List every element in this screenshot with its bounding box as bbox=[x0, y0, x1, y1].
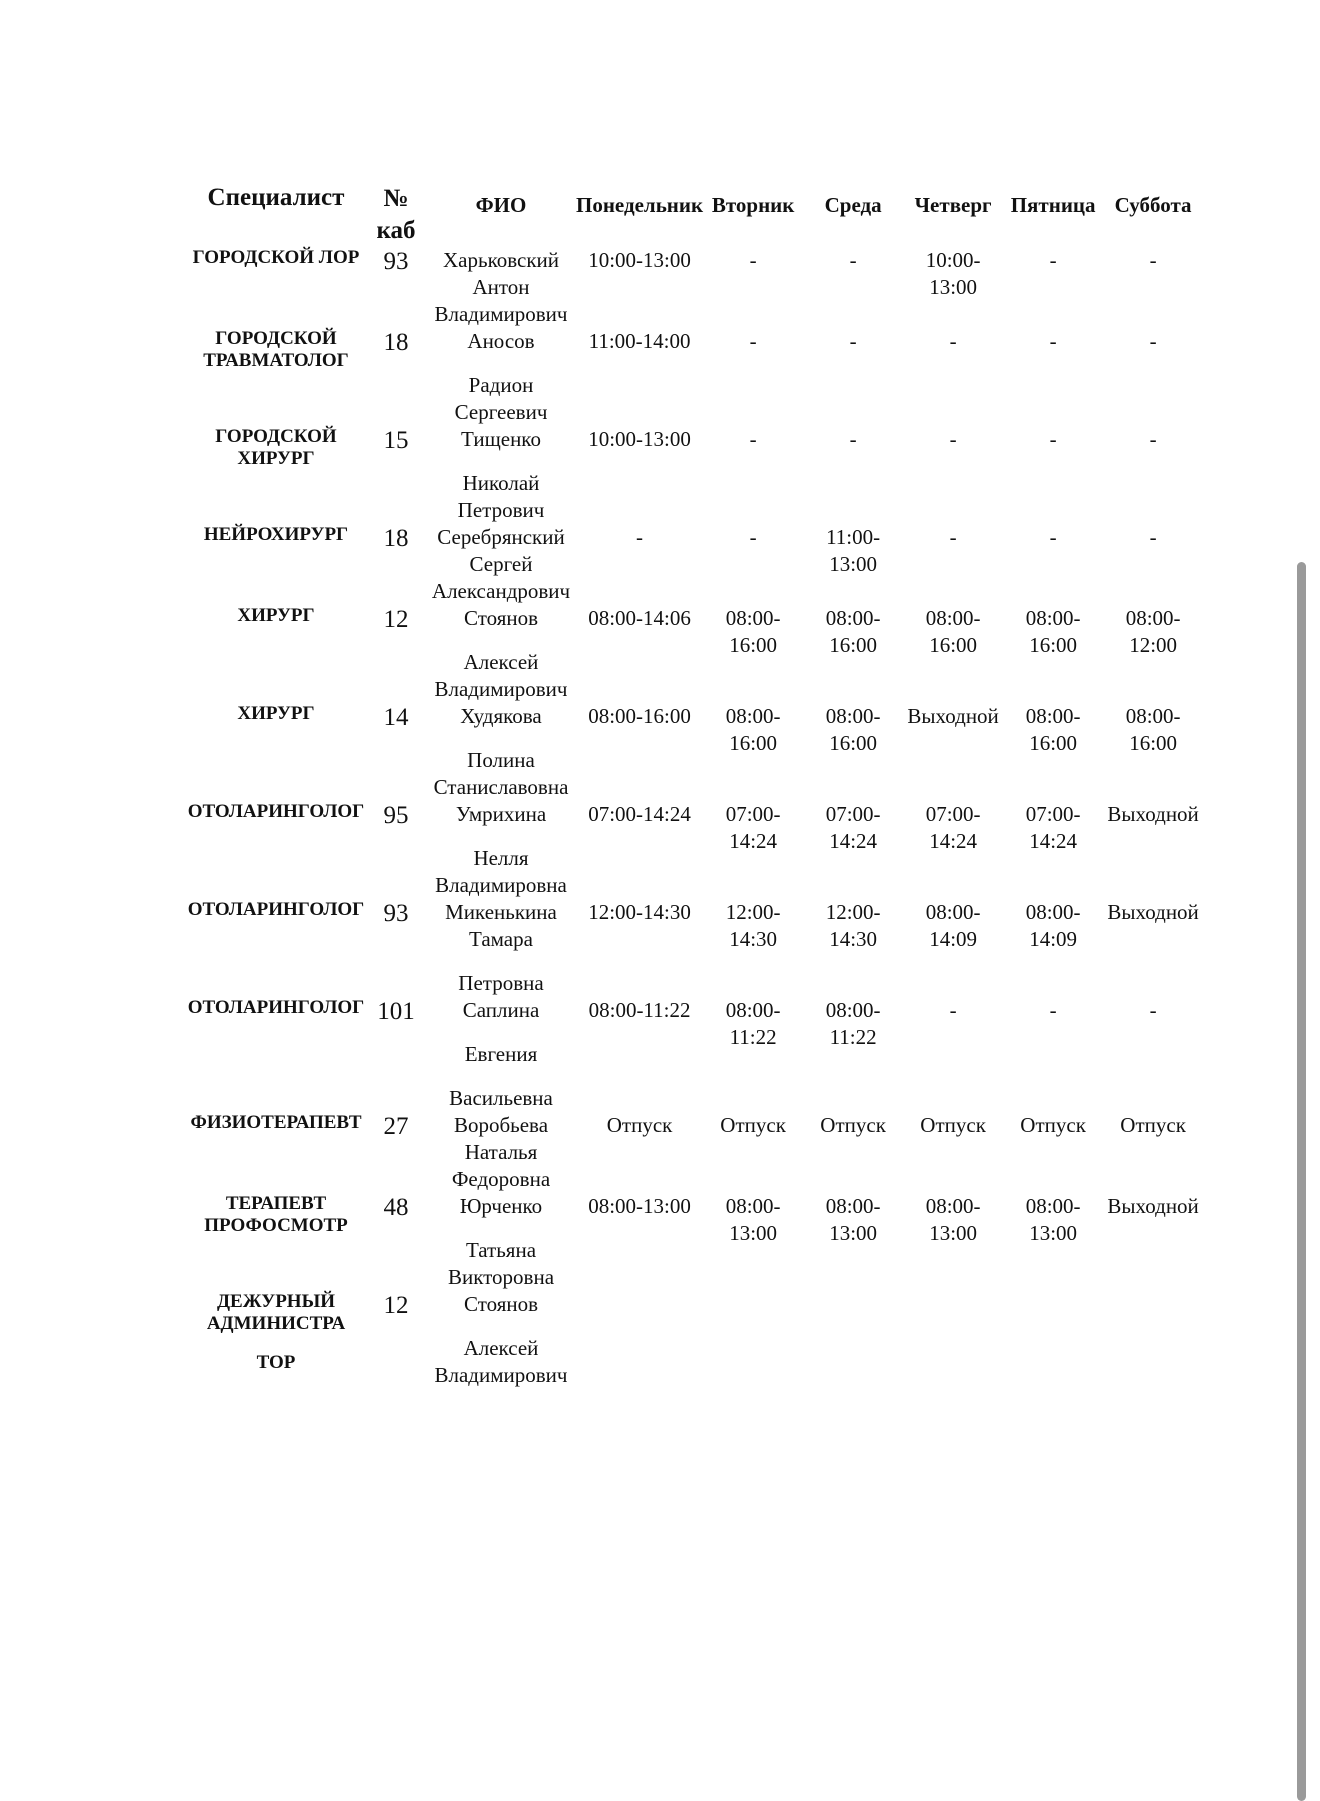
table-row bbox=[186, 328, 1203, 426]
doctor-name-part: Петрович bbox=[457, 498, 545, 522]
hours-friday: 08:00-16:00 bbox=[1025, 704, 1081, 755]
header-saturday: Суббота bbox=[1114, 193, 1192, 217]
header-wednesday: Среда bbox=[824, 193, 882, 217]
table-row bbox=[186, 524, 1203, 605]
specialist-cell bbox=[186, 703, 366, 801]
hours-monday: 08:00-14:06 bbox=[588, 606, 691, 630]
doctor-name bbox=[426, 899, 576, 997]
specialist-cell bbox=[186, 247, 366, 328]
hours-friday: 08:00-16:00 bbox=[1025, 606, 1081, 657]
doctor-name-part: Стоянов bbox=[463, 606, 539, 630]
hours-saturday: - bbox=[1149, 248, 1157, 272]
cabinet-number: 15 bbox=[383, 427, 409, 454]
doctor-name-part: Сергеевич bbox=[454, 400, 548, 424]
doctor-name bbox=[426, 703, 576, 801]
hours-thursday: 08:00-16:00 bbox=[925, 606, 981, 657]
doctor-name-part: Худякова bbox=[460, 704, 542, 728]
table-row bbox=[186, 247, 1203, 328]
specialist-label: ХИРУРГ bbox=[237, 703, 315, 724]
hours-tuesday: 08:00-11:22 bbox=[725, 998, 781, 1049]
doctor-name bbox=[426, 801, 576, 899]
hours-tuesday: 08:00-13:00 bbox=[725, 1194, 781, 1245]
doctor-name-part: Алексей bbox=[463, 1336, 539, 1360]
hours-tuesday: 12:00-14:30 bbox=[725, 900, 781, 951]
scrollbar[interactable] bbox=[1297, 562, 1306, 1801]
specialist-cell bbox=[186, 426, 366, 524]
doctor-name bbox=[426, 605, 576, 703]
cabinet-number: 93 bbox=[383, 248, 409, 275]
doctor-name-part: Сергей bbox=[469, 552, 533, 576]
cabinet-number: 18 bbox=[383, 525, 409, 552]
table-row bbox=[186, 426, 1203, 524]
header-tuesday: Вторник bbox=[711, 193, 795, 217]
doctor-name-part: Микенькина bbox=[445, 900, 557, 924]
hours-monday: 08:00-11:22 bbox=[588, 998, 691, 1022]
doctor-name bbox=[426, 997, 576, 1112]
hours-tuesday: - bbox=[749, 525, 757, 549]
hours-tuesday: 07:00-14:24 bbox=[725, 802, 781, 853]
hours-wednesday: 08:00-11:22 bbox=[825, 998, 881, 1049]
cabinet-number: 12 bbox=[383, 606, 409, 633]
specialist-cell bbox=[186, 524, 366, 605]
hours-thursday: 07:00-14:24 bbox=[925, 802, 981, 853]
hours-saturday: - bbox=[1149, 427, 1157, 451]
hours-tuesday: 08:00-16:00 bbox=[725, 606, 781, 657]
specialist-label: ГОРОДСКОЙ ЛОР bbox=[192, 247, 360, 268]
table-row bbox=[186, 1193, 1203, 1291]
hours-wednesday: 11:00-13:00 bbox=[826, 525, 881, 576]
doctor-name bbox=[426, 1291, 576, 1389]
doctor-name-part: Петровна bbox=[458, 971, 544, 995]
specialist-label: ПРОФОСМОТР bbox=[204, 1215, 348, 1236]
table-row bbox=[186, 1291, 1203, 1389]
hours-friday: - bbox=[1049, 998, 1057, 1022]
hours-tuesday bbox=[703, 1291, 803, 1389]
header-friday: Пятница bbox=[1010, 193, 1096, 217]
doctor-name-part: Николай bbox=[462, 471, 540, 495]
doctor-name bbox=[426, 247, 576, 328]
hours-wednesday: - bbox=[849, 329, 857, 353]
hours-monday: 08:00-16:00 bbox=[588, 704, 691, 728]
specialist-label: ХИРУРГ bbox=[237, 448, 315, 469]
hours-friday: 08:00-13:00 bbox=[1025, 1194, 1081, 1245]
hours-saturday: - bbox=[1149, 525, 1157, 549]
doctor-name bbox=[426, 426, 576, 524]
hours-friday: - bbox=[1049, 525, 1057, 549]
doctor-name-part: Владимирович bbox=[434, 1363, 568, 1387]
hours-wednesday bbox=[803, 1291, 903, 1389]
table-row bbox=[186, 997, 1203, 1112]
header-fio: ФИО bbox=[475, 193, 527, 217]
hours-monday: 08:00-13:00 bbox=[588, 1194, 691, 1218]
specialist-label: ОТОЛАРИНГОЛОГ bbox=[187, 997, 365, 1018]
hours-tuesday: Отпуск bbox=[720, 1113, 786, 1137]
hours-saturday: Выходной bbox=[1107, 900, 1199, 924]
hours-saturday: - bbox=[1149, 329, 1157, 353]
hours-wednesday: 08:00-16:00 bbox=[825, 606, 881, 657]
hours-saturday: 08:00-16:00 bbox=[1125, 704, 1181, 755]
doctor-name-part: Александрович bbox=[431, 579, 571, 603]
cabinet-number: 95 bbox=[383, 802, 409, 829]
doctor-name-part: Тищенко bbox=[461, 427, 541, 451]
specialist-label: ХИРУРГ bbox=[237, 605, 315, 626]
hours-saturday: - bbox=[1149, 998, 1157, 1022]
hours-tuesday: - bbox=[749, 248, 757, 272]
hours-wednesday: 12:00-14:30 bbox=[825, 900, 881, 951]
specialist-cell bbox=[186, 997, 366, 1112]
doctor-name-part: Нелля bbox=[473, 846, 529, 870]
doctor-name-part: Саплина bbox=[462, 998, 540, 1022]
hours-wednesday: 08:00-13:00 bbox=[825, 1194, 881, 1245]
specialist-label: НЕЙРОХИРУРГ bbox=[203, 524, 349, 545]
specialist-label: АДМИНИСТРА bbox=[206, 1313, 346, 1334]
cabinet-number: 48 bbox=[383, 1194, 409, 1221]
doctor-name bbox=[426, 328, 576, 426]
hours-friday bbox=[1003, 1291, 1103, 1389]
hours-monday: 11:00-14:00 bbox=[588, 329, 691, 353]
hours-monday: 10:00-13:00 bbox=[588, 248, 691, 272]
doctor-name-part: Тамара bbox=[469, 927, 533, 951]
hours-monday: 10:00-13:00 bbox=[588, 427, 691, 451]
specialist-label: ГОРОДСКОЙ bbox=[215, 328, 337, 349]
specialist-cell bbox=[186, 1193, 366, 1291]
header-cabinet: № каб bbox=[376, 185, 416, 244]
hours-friday: - bbox=[1049, 248, 1057, 272]
table-row bbox=[186, 605, 1203, 703]
cabinet-number: 101 bbox=[377, 998, 415, 1025]
specialist-cell bbox=[186, 801, 366, 899]
hours-thursday: - bbox=[949, 525, 957, 549]
doctor-name-part: Серебрянский bbox=[437, 525, 565, 549]
hours-saturday: 08:00-12:00 bbox=[1125, 606, 1181, 657]
doctor-name-part: Умрихина bbox=[455, 802, 547, 826]
doctor-name-part: Наталья bbox=[464, 1140, 538, 1164]
hours-tuesday: 08:00-16:00 bbox=[725, 704, 781, 755]
hours-tuesday: - bbox=[749, 329, 757, 353]
specialist-cell bbox=[186, 328, 366, 426]
hours-wednesday: - bbox=[849, 427, 857, 451]
hours-monday: Отпуск bbox=[606, 1113, 673, 1137]
hours-saturday: Отпуск bbox=[1120, 1113, 1186, 1137]
table-row bbox=[186, 801, 1203, 899]
doctor-name bbox=[426, 524, 576, 605]
hours-thursday: Выходной bbox=[907, 704, 999, 728]
hours-thursday: - bbox=[949, 427, 957, 451]
cabinet-number: 12 bbox=[383, 1292, 409, 1319]
hours-monday: 07:00-14:24 bbox=[588, 802, 691, 826]
doctor-name-part: Татьяна bbox=[465, 1238, 537, 1262]
header-row bbox=[186, 183, 1203, 247]
hours-friday: 07:00-14:24 bbox=[1025, 802, 1081, 853]
doctor-name-part: Станиславовна bbox=[433, 775, 569, 799]
table-row bbox=[186, 899, 1203, 997]
hours-wednesday: - bbox=[849, 248, 857, 272]
specialist-cell bbox=[186, 899, 366, 997]
hours-friday: Отпуск bbox=[1020, 1113, 1086, 1137]
doctor-name-part: Владимирович bbox=[434, 302, 568, 326]
doctor-name-part: Васильевна bbox=[449, 1086, 553, 1110]
specialist-label: ОТОЛАРИНГОЛОГ bbox=[187, 899, 365, 920]
hours-thursday: - bbox=[949, 329, 957, 353]
hours-tuesday: - bbox=[749, 427, 757, 451]
cabinet-number: 27 bbox=[383, 1113, 409, 1140]
specialist-label: ФИЗИОТЕРАПЕВТ bbox=[190, 1112, 362, 1133]
hours-saturday bbox=[1103, 1291, 1203, 1389]
header-thursday: Четверг bbox=[914, 193, 992, 217]
specialist-cell bbox=[186, 605, 366, 703]
specialist-cell bbox=[186, 1291, 366, 1389]
hours-friday: - bbox=[1049, 427, 1057, 451]
cabinet-number: 93 bbox=[383, 900, 409, 927]
hours-friday: - bbox=[1049, 329, 1057, 353]
schedule-table bbox=[186, 183, 1203, 1389]
doctor-name-part: Полина bbox=[467, 748, 535, 772]
doctor-name-part: Федоровна bbox=[451, 1167, 551, 1191]
doctor-name-part: Юрченко bbox=[459, 1194, 543, 1218]
cabinet-number: 18 bbox=[383, 329, 409, 356]
hours-thursday: Отпуск bbox=[920, 1113, 986, 1137]
hours-saturday: Выходной bbox=[1107, 1194, 1199, 1218]
hours-friday: 08:00-14:09 bbox=[1025, 900, 1081, 951]
table-row bbox=[186, 703, 1203, 801]
header-specialist: Специалист bbox=[207, 184, 345, 211]
hours-thursday: 08:00-13:00 bbox=[925, 1194, 981, 1245]
doctor-name-part: Харьковский bbox=[443, 248, 559, 272]
doctor-name bbox=[426, 1112, 576, 1193]
doctor-name-part: Владимировна bbox=[435, 873, 567, 897]
hours-monday bbox=[576, 1291, 703, 1389]
doctor-name bbox=[426, 1193, 576, 1291]
table-row bbox=[186, 1112, 1203, 1193]
doctor-name-part: Стоянов bbox=[463, 1292, 539, 1316]
hours-thursday: 10:00-13:00 bbox=[925, 248, 981, 299]
hours-monday: - bbox=[636, 525, 644, 549]
cabinet-number: 14 bbox=[383, 704, 409, 731]
specialist-cell bbox=[186, 1112, 366, 1193]
hours-saturday: Выходной bbox=[1107, 802, 1199, 826]
specialist-label: ТРАВМАТОЛОГ bbox=[203, 350, 349, 371]
doctor-name-part: Аносов bbox=[467, 329, 535, 353]
specialist-label: ТОР bbox=[256, 1352, 296, 1373]
doctor-name-part: Воробьева bbox=[453, 1113, 549, 1137]
hours-monday: 12:00-14:30 bbox=[588, 900, 691, 924]
doctor-name-part: Антон bbox=[472, 275, 530, 299]
hours-wednesday: 08:00-16:00 bbox=[825, 704, 881, 755]
doctor-name-part: Радион bbox=[468, 373, 534, 397]
doctor-name-part: Викторовна bbox=[447, 1265, 555, 1289]
hours-thursday: 08:00-14:09 bbox=[925, 900, 981, 951]
doctor-name-part: Владимирович bbox=[434, 677, 568, 701]
specialist-label: ТЕРАПЕВТ bbox=[225, 1193, 327, 1214]
doctor-name-part: Евгения bbox=[464, 1042, 538, 1066]
hours-thursday: - bbox=[949, 998, 957, 1022]
hours-wednesday: Отпуск bbox=[820, 1113, 886, 1137]
hours-thursday bbox=[903, 1291, 1003, 1389]
header-monday: Понедельник bbox=[576, 193, 704, 217]
hours-wednesday: 07:00-14:24 bbox=[825, 802, 881, 853]
specialist-label: ОТОЛАРИНГОЛОГ bbox=[187, 801, 365, 822]
specialist-label: ДЕЖУРНЫЙ bbox=[216, 1291, 336, 1312]
specialist-label: ГОРОДСКОЙ bbox=[215, 426, 337, 447]
doctor-name-part: Алексей bbox=[463, 650, 539, 674]
schedule-body bbox=[186, 247, 1203, 1389]
